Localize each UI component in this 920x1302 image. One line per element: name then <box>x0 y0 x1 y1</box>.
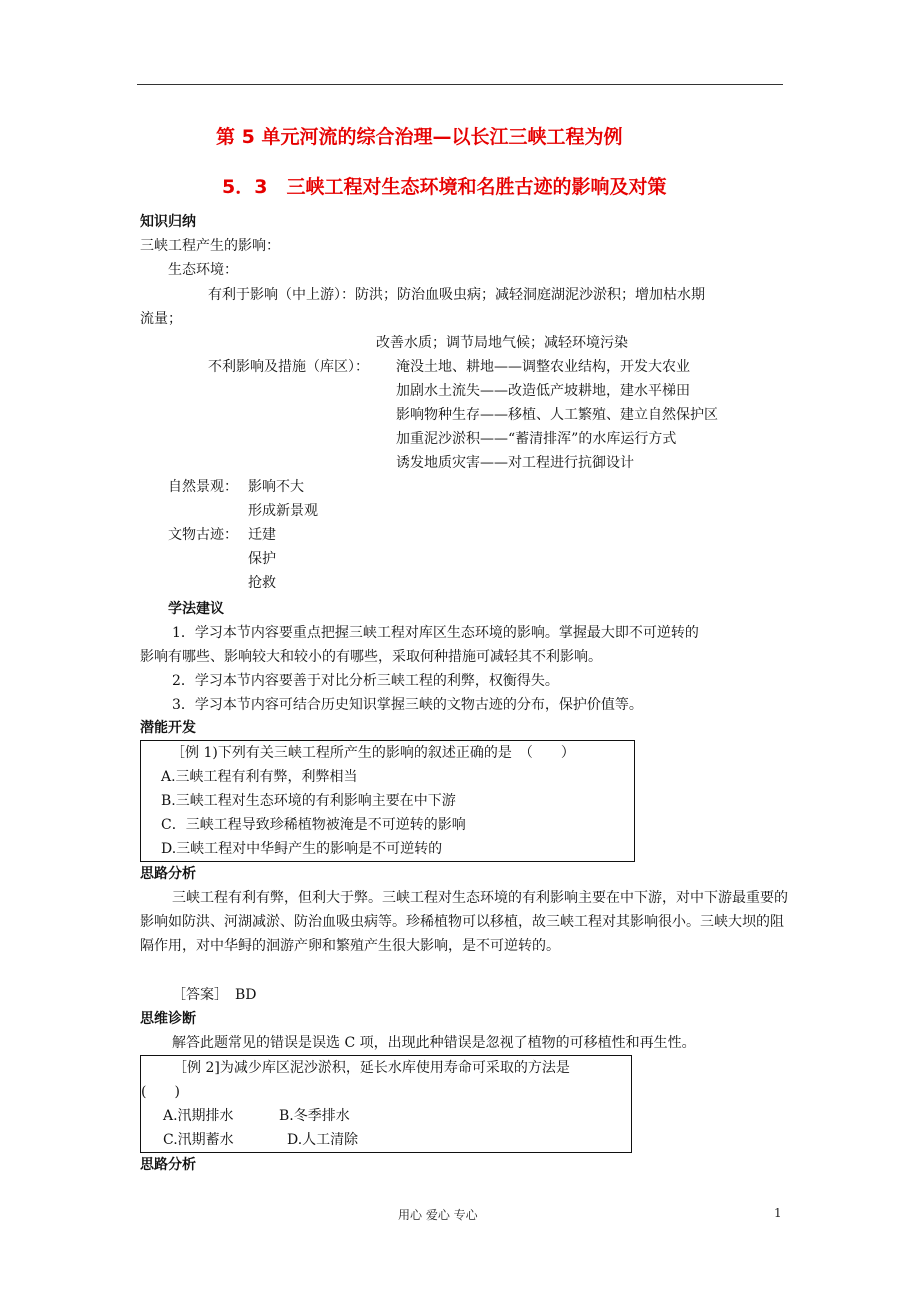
answer-1: ［答案］ BD <box>172 987 257 1003</box>
example-2-question: ［例 2]为减少库区泥沙淤积，延长水库使用寿命可采取的方法是 <box>173 1060 570 1076</box>
diagnosis-heading: 思维诊断 <box>140 1011 196 1027</box>
eco-label: 生态环境： <box>168 262 238 278</box>
benefit-cont: 流量； <box>140 311 182 327</box>
harm-label: 不利影响及措施（库区）： <box>208 359 369 375</box>
example-1-question: ［例 1)下列有关三峡工程所产生的影响的叙述正确的是 （ ） <box>171 745 575 761</box>
example-2-option: C.汛期蓄水 <box>163 1132 234 1148</box>
summary-intro: 三峡工程产生的影响： <box>140 238 280 254</box>
dev-heading: 潜能开发 <box>140 720 196 736</box>
harm-item: 加重泥沙淤积——“蓄清排浑”的水库运行方式 <box>396 431 677 447</box>
relic-label: 文物古迹： <box>168 527 238 543</box>
nature-item: 形成新景观 <box>248 503 318 519</box>
study-point-2: 2．学习本节内容要善于对比分析三峡工程的利弊，权衡得失。 <box>172 673 559 689</box>
harm-item: 诱发地质灾害——对工程进行抗御设计 <box>396 455 634 471</box>
analysis-1-text: 三峡工程有利有弊，但利大于弊。三峡工程对生态环境的有利影响主要在中下游，对中下游最重要的影响如防洪、河湖减淤、防治血吸虫病等。珍稀植物可以移植，故三峡工程对其影响很小。三峡大坝的阻隔作用，对中华鲟的洄游产卵和繁殖产生很大影响，是不可逆转的。 <box>140 890 788 954</box>
analysis-2-heading: 思路分析 <box>140 1157 196 1173</box>
relic-item: 迁建 <box>248 527 276 543</box>
diagnosis-text: 解答此题常见的错误是误选 C 项，出现此种错误是忽视了植物的可移植性和再生性。 <box>172 1035 696 1051</box>
summary-heading: 知识归纳 <box>140 214 196 230</box>
page-number: 1 <box>774 1206 782 1220</box>
analysis-1-heading: 思路分析 <box>140 866 196 882</box>
nature-label: 自然景观： <box>168 479 238 495</box>
benefit-line-2: 改善水质；调节局地气候；减轻环境污染 <box>376 335 628 351</box>
study-point-1b: 影响有哪些、影响较大和较小的有哪些，采取何种措施可减轻其不利影响。 <box>140 649 602 665</box>
header-rule <box>137 84 783 85</box>
harm-item: 影响物种生存——移植、人工繁殖、建立自然保护区 <box>396 407 718 423</box>
example-2-question-paren: ( ) <box>141 1084 180 1100</box>
study-heading: 学法建议 <box>168 601 224 617</box>
example-1-box <box>140 740 635 862</box>
example-1-option: D.三峡工程对中华鲟产生的影响是不可逆转的 <box>161 841 443 857</box>
section-title: 5．3 三峡工程对生态环境和名胜古迹的影响及对策 <box>222 176 667 198</box>
document-title: 第 5 单元河流的综合治理—以长江三峡工程为例 <box>216 126 623 148</box>
relic-item: 抢救 <box>248 575 276 591</box>
example-1-option: A.三峡工程有利有弊，利弊相当 <box>161 769 358 785</box>
example-2-option: D.人工清除 <box>287 1132 359 1148</box>
example-1-option: B.三峡工程对生态环境的有利影响主要在中下游 <box>161 793 456 809</box>
example-2-option: A.汛期排水 <box>163 1108 234 1124</box>
example-2-box <box>140 1055 632 1153</box>
study-point-3: 3．学习本节内容可结合历史知识掌握三峡的文物古迹的分布，保护价值等。 <box>172 697 643 713</box>
benefit-line: 有利于影响（中上游）：防洪；防治血吸虫病；减轻洞庭湖泥沙淤积；增加枯水期 <box>208 287 705 303</box>
harm-item: 加剧水土流失——改造低产坡耕地，建水平梯田 <box>396 383 690 399</box>
footer-slogan: 用心 爱心 专心 <box>398 1208 478 1222</box>
relic-item: 保护 <box>248 551 276 567</box>
harm-item: 淹没土地、耕地——调整农业结构，开发大农业 <box>396 359 690 375</box>
example-1-option: C．三峡工程导致珍稀植物被淹是不可逆转的影响 <box>161 817 466 833</box>
example-2-option: B.冬季排水 <box>279 1108 350 1124</box>
nature-item: 影响不大 <box>248 479 304 495</box>
study-point-1a: 1．学习本节内容要重点把握三峡工程对库区生态环境的影响。掌握最大即不可逆转的 <box>172 625 699 641</box>
